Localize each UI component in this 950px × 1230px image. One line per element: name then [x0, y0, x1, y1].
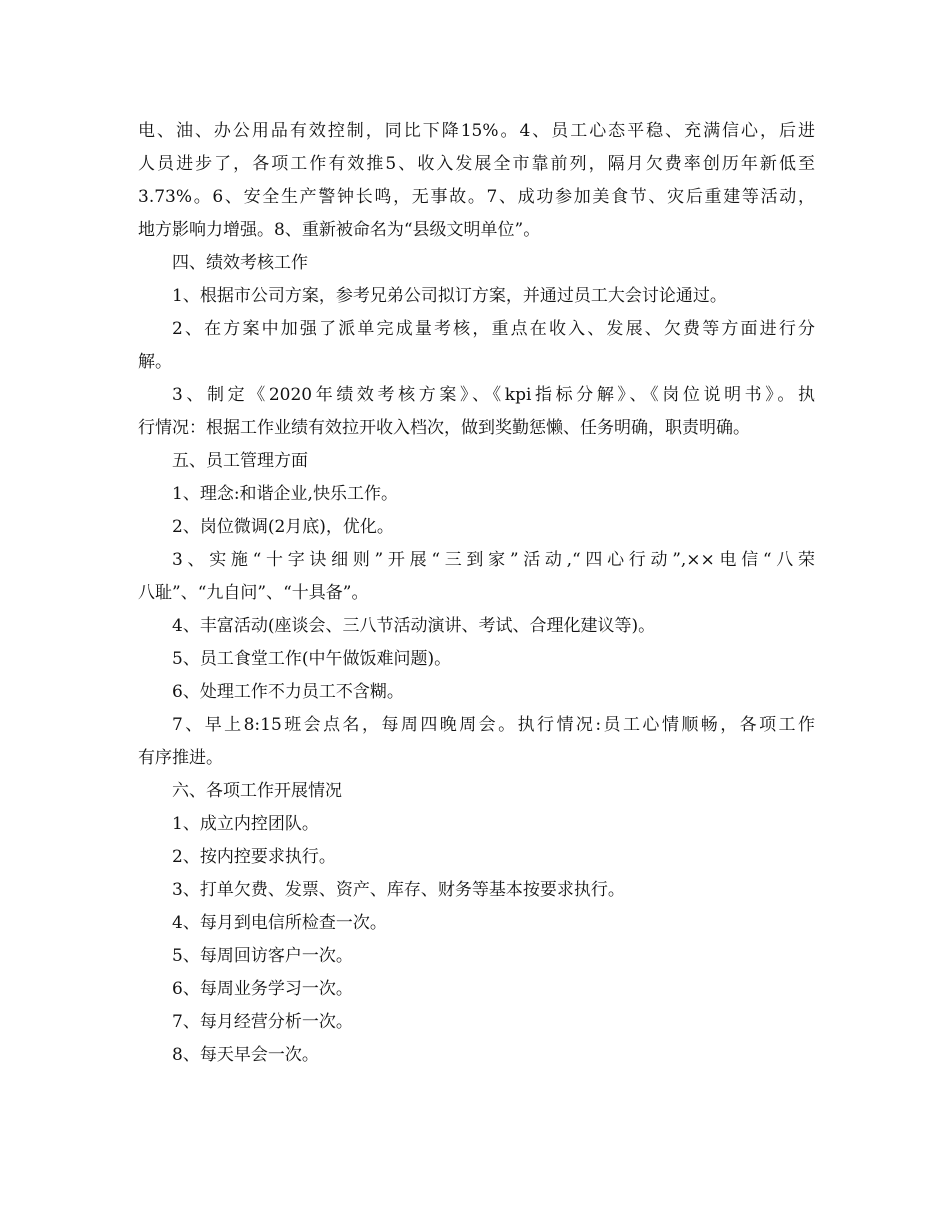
work-item-3: 3、打单欠费、发票、资产、库存、财务等基本按要求执行。	[172, 880, 625, 900]
work-item-4: 4、每月到电信所检查一次。	[172, 913, 387, 933]
work-item-6: 6、每周业务学习一次。	[172, 979, 353, 999]
work-item-1: 1、成立内控团队。	[172, 814, 319, 834]
staff-item-4: 4、丰富活动(座谈会、三八节活动演讲、考试、合理化建议等)。	[172, 616, 656, 636]
work-item-2: 2、按内控要求执行。	[172, 847, 336, 867]
performance-item-1: 1、根据市公司方案，参考兄弟公司拟订方案，并通过员工大会讨论通过。	[172, 286, 727, 306]
performance-item-2	[138, 313, 815, 379]
performance-item-3	[138, 379, 815, 445]
section-heading-work: 六、各项工作开展情况	[172, 781, 342, 801]
staff-item-6: 6、处理工作不力员工不含糊。	[172, 682, 404, 702]
document-page	[138, 115, 815, 1072]
text-line: 2、在方案中加强了派单完成量考核，重点在收入、发展、欠费等方面进行分	[172, 319, 815, 339]
text-line: 人员进步了，各项工作有效推5、收入发展全市靠前列，隔月欠费率创历年新低至	[138, 154, 815, 174]
text-line: 7、早上8:15班会点名，每周四晚周会。执行情况:员工心情顺畅，各项工作	[172, 715, 815, 735]
text-line: 行情况：根据工作业绩有效拉开收入档次，做到奖勤惩懒、任务明确，职责明确。	[138, 418, 750, 438]
work-item-7: 7、每月经营分析一次。	[172, 1012, 353, 1032]
text-line: 八耻”、“九自问”、“十具备”。	[138, 583, 369, 603]
staff-item-5: 5、员工食堂工作(中午做饭难问题)。	[172, 649, 452, 669]
text-line: 3、制定《2020年绩效考核方案》、《kpi指标分解》、《岗位说明书》。执	[172, 385, 815, 405]
text-line: 有序推进。	[138, 748, 223, 768]
staff-item-3	[138, 544, 815, 610]
work-item-5: 5、每周回访客户一次。	[172, 946, 353, 966]
staff-item-2: 2、岗位微调(2月底)，优化。	[172, 517, 394, 537]
text-line: 3.73%。6、安全生产警钟长鸣，无事故。7、成功参加美食节、灾后重建等活动，	[138, 187, 815, 207]
work-item-8: 8、每天早会一次。	[172, 1045, 319, 1065]
intro-paragraph	[138, 115, 815, 247]
section-heading-performance: 四、绩效考核工作	[172, 253, 308, 273]
text-line: 解。	[138, 352, 172, 372]
text-line: 地方影响力增强。8、重新被命名为“县级文明单位”。	[138, 220, 541, 240]
text-line: 3、实施“十字诀细则”开展“三到家”活动,“四心行动”,××电信“八荣	[172, 550, 815, 570]
text-line: 电、油、办公用品有效控制，同比下降15%。4、员工心态平稳、充满信心，后进	[138, 121, 815, 141]
section-heading-staff: 五、员工管理方面	[172, 451, 308, 471]
staff-item-7	[138, 709, 815, 775]
staff-item-1: 1、理念:和谐企业,快乐工作。	[172, 484, 398, 504]
